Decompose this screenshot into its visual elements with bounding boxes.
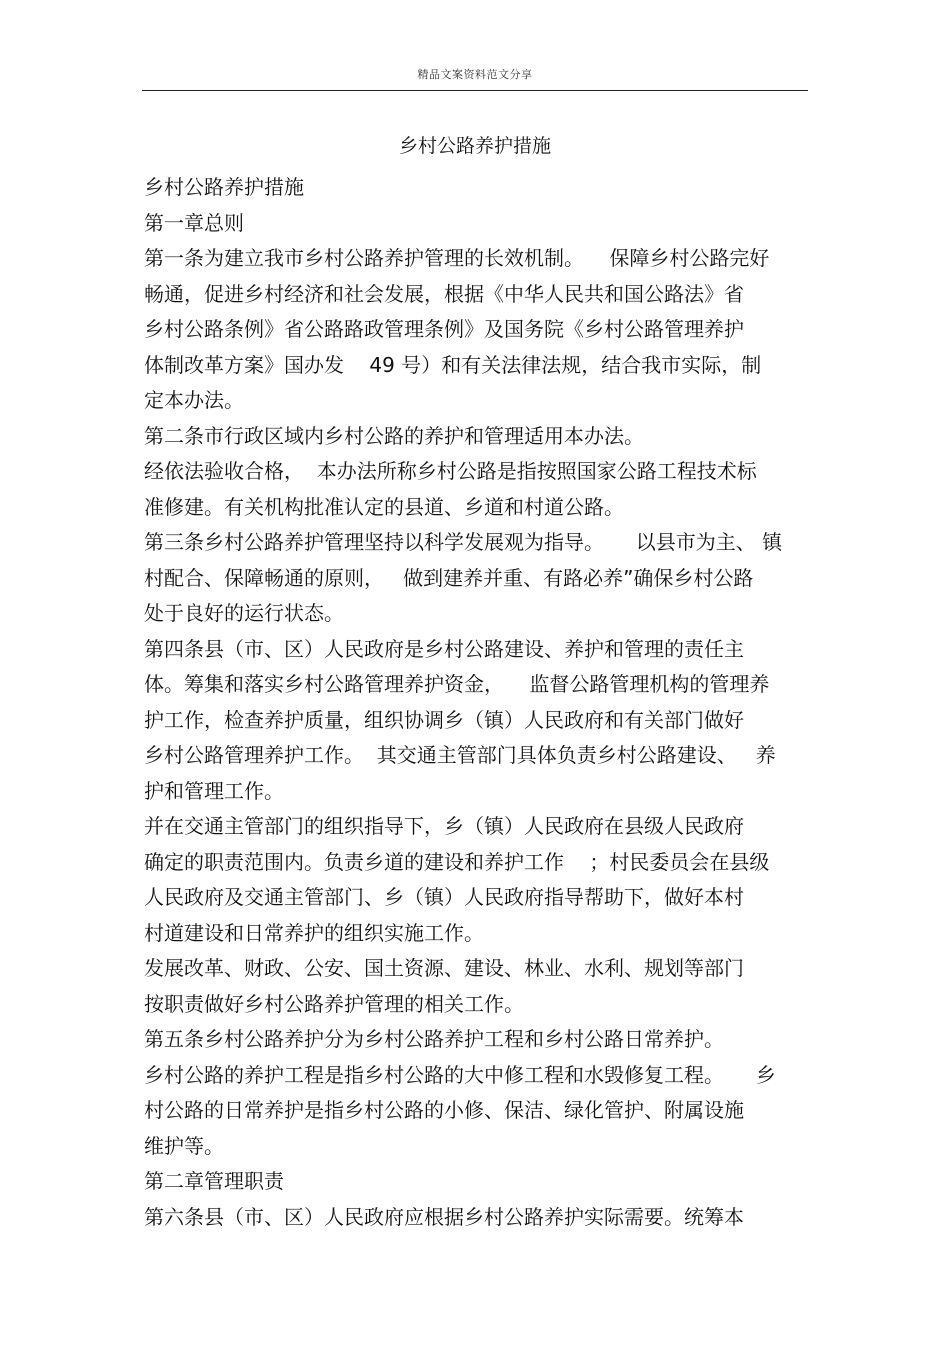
body-line: 按职责做好乡村公路养护管理的相关工作。 [144,991,524,1016]
body-line: 村道建设和日常养护的组织实施工作。 [144,920,484,945]
body-line: 人民政府及交通主管部门、乡（镇）人民政府指导帮助下，做好本村 [144,885,744,909]
body-line: 经依法验收合格， 本办法所称乡村公路是指按照国家公路工程技术标 [144,459,757,483]
body-line: 第二章管理职责 [144,1169,284,1193]
body-line: 第一条为建立我市乡村公路养护管理的长效机制。 保障乡村公路完好 [144,246,770,270]
body-line: 村公路的日常养护是指乡村公路的小修、保洁、绿化管护、附属设施 [144,1098,744,1122]
body-line: 第一章总则 [144,210,244,235]
body-line: 体。筹集和落实乡村公路管理养护资金， 监督公路管理机构的管理养 [144,672,770,696]
body-line: 畅通，促进乡村经济和社会发展，根据《中华人民共和国公路法》省 [144,281,744,306]
body-line: 乡村公路养护措施 [144,175,304,199]
body-line: 第五条乡村公路养护分为乡村公路养护工程和乡村公路日常养护。 [144,1027,724,1051]
body-line: 乡村公路的养护工程是指乡村公路的大中修工程和水毁修复工程。 乡 [144,1062,776,1087]
body-line: 护和管理工作。 [144,778,284,803]
body-line: 维护等。 [144,1133,224,1158]
body-line: 发展改革、财政、公安、国土资源、建设、林业、水利、规划等部门 [144,956,744,980]
body-line: 乡村公路管理养护工作。 其交通主管部门具体负责乡村公路建设、 养 [144,743,776,767]
body-line: 准修建。有关机构批准认定的县道、乡道和村道公路。 [144,494,624,519]
body-line: 乡村公路条例》省公路路政管理条例》及国务院《乡村公路管理养护 [144,317,744,341]
body-line: 第四条县（市、区）人民政府是乡村公路建设、养护和管理的责任主 [144,636,744,661]
document-title: 乡村公路养护措施 [398,135,551,157]
body-line: 第三条乡村公路养护管理坚持以科学发展观为指导。 以县市为主、 镇 [144,530,783,554]
body-line: 护工作，检查养护质量，组织协调乡（镇）人民政府和有关部门做好 [144,707,744,732]
body-line: 定本办法。 [144,388,244,412]
body-line: 体制改革方案》国办发 49 号）和有关法律法规，结合我市实际，制 [144,352,762,377]
body-line: 并在交通主管部门的组织指导下，乡（镇）人民政府在县级人民政府 [144,814,744,838]
header-divider [142,90,808,91]
body-line: 第二条市行政区域内乡村公路的养护和管理适用本办法。 [144,423,644,448]
body-line: 第六条县（市、区）人民政府应根据乡村公路养护实际需要。统筹本 [144,1204,744,1229]
body-line: 确定的职责范围内。负责乡道的建设和养护工作 ；村民委员会在县级 [144,849,770,874]
body-line: 处于良好的运行状态。 [144,601,344,625]
page-header: 精品文案资料范文分享 [417,68,533,81]
document-body [144,170,824,1235]
body-line: 村配合、保障畅通的原则， 做到建养并重、有路必养”确保乡村公路 [144,565,754,590]
